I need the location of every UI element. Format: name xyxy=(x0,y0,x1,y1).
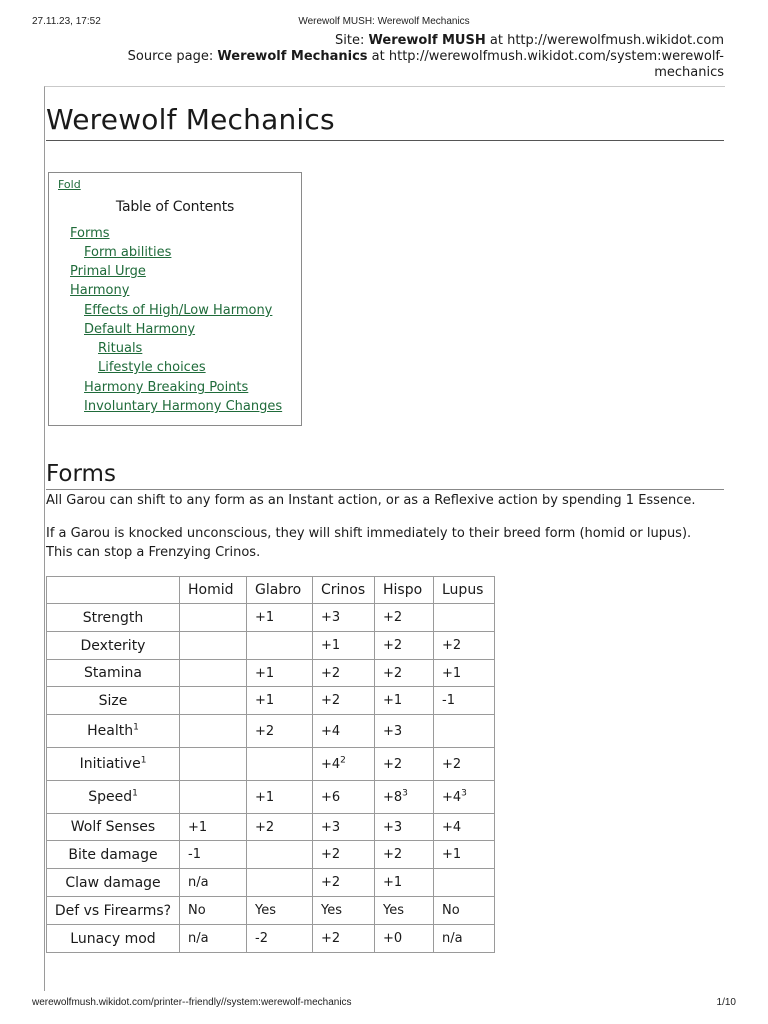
table-cell xyxy=(247,660,313,687)
toc-link-primal-urge[interactable]: Primal Urge xyxy=(70,264,146,279)
table-cell xyxy=(247,604,313,632)
table-cell xyxy=(180,925,247,953)
cell-value: +2 xyxy=(321,665,341,681)
table-header-corner xyxy=(47,577,180,604)
toc-link-effects-harmony[interactable]: Effects of High/Low Harmony xyxy=(84,303,273,318)
table-cell xyxy=(247,814,313,841)
toc-link-form-abilities[interactable]: Form abilities xyxy=(84,245,172,260)
row-label-text: Stamina xyxy=(84,665,142,681)
table-row-label xyxy=(47,869,180,897)
cell-value: +1 xyxy=(442,847,462,862)
table-cell xyxy=(375,632,434,660)
toc-link-lifestyle-choices[interactable]: Lifestyle choices xyxy=(98,360,206,375)
cell-value: +1 xyxy=(255,693,275,708)
print-title: Werewolf MUSH: Werewolf Mechanics xyxy=(298,16,470,27)
cell-value: +1 xyxy=(255,610,275,625)
table-cell xyxy=(434,925,495,953)
cell-value: +2 xyxy=(321,847,341,862)
print-url: werewolfmush.wikidot.com/printer--friendly//system:werewolf-mechanics xyxy=(32,997,352,1008)
cell-value: n/a xyxy=(188,931,209,946)
table-cell xyxy=(375,841,434,869)
table-cell xyxy=(434,781,495,814)
cell-value: n/a xyxy=(442,931,463,946)
row-label-text: Dexterity xyxy=(80,637,146,654)
table-row-label xyxy=(47,660,180,687)
row-label-text: Size xyxy=(98,692,128,709)
table-cell xyxy=(180,715,247,748)
cell-value: +1 xyxy=(255,665,275,681)
cell-value: +0 xyxy=(383,931,403,946)
table-row-label xyxy=(47,748,180,781)
table-row-label xyxy=(47,604,180,632)
cell-value: +2 xyxy=(321,931,341,946)
toc-link-rituals[interactable]: Rituals xyxy=(98,341,143,356)
cell-value: +4 xyxy=(442,789,462,805)
cell-value: Yes xyxy=(255,903,276,918)
table-cell xyxy=(375,925,434,953)
table-cell xyxy=(247,715,313,748)
table-cell xyxy=(180,748,247,781)
cell-value: +2 xyxy=(383,756,403,772)
row-label-text: Claw damage xyxy=(65,874,161,891)
table-cell xyxy=(375,660,434,687)
forms-paragraph-2-line-1: If a Garou is knocked unconscious, they will shift immediately to their breed form (homid or lupus). xyxy=(46,526,692,541)
table-cell xyxy=(434,660,495,687)
table-header-glabro: Glabro xyxy=(247,577,313,604)
table-header-hispo: Hispo xyxy=(375,577,434,604)
table-cell xyxy=(247,925,313,953)
cell-value: No xyxy=(188,903,206,918)
print-footer xyxy=(32,997,736,1011)
footnote-marker: 1 xyxy=(140,755,147,766)
forms-table xyxy=(46,576,495,953)
table-row-label xyxy=(47,715,180,748)
cell-value: +2 xyxy=(321,693,341,708)
footnote-marker: 3 xyxy=(461,788,467,799)
table-cell xyxy=(313,897,375,925)
table-cell xyxy=(180,897,247,925)
table-cell xyxy=(434,869,495,897)
page-title: Werewolf Mechanics xyxy=(46,102,724,141)
table-cell xyxy=(434,687,495,715)
table-of-contents xyxy=(48,172,302,426)
table-cell xyxy=(313,660,375,687)
table-cell xyxy=(375,869,434,897)
cell-value: Yes xyxy=(383,903,404,918)
table-cell xyxy=(375,604,434,632)
toc-link-harmony[interactable]: Harmony xyxy=(70,283,130,298)
table-cell xyxy=(180,814,247,841)
table-cell xyxy=(247,897,313,925)
table-row-label xyxy=(47,925,180,953)
toc-link-harmony-breaking-points[interactable]: Harmony Breaking Points xyxy=(84,380,249,395)
site-line xyxy=(64,33,724,49)
table-cell xyxy=(375,814,434,841)
forms-heading: Forms xyxy=(46,459,724,490)
table-cell xyxy=(434,814,495,841)
source-prefix: Source page: xyxy=(127,49,218,64)
cell-value: No xyxy=(442,903,460,918)
row-label-text: Def vs Firearms? xyxy=(54,902,172,919)
cell-value: +1 xyxy=(321,638,341,653)
table-row xyxy=(47,897,495,925)
cell-value: Yes xyxy=(321,903,342,918)
site-name: Werewolf MUSH xyxy=(368,33,486,48)
toc-link-forms[interactable]: Forms xyxy=(70,226,110,241)
site-info xyxy=(64,33,724,81)
table-cell xyxy=(313,715,375,748)
forms-paragraph-2-line-2: This can stop a Frenzying Crinos. xyxy=(46,545,261,560)
row-label-text: Initiative xyxy=(79,756,141,772)
table-row xyxy=(47,715,495,748)
table-cell xyxy=(434,715,495,748)
print-date: 27.11.23, 17:52 xyxy=(32,16,101,27)
table-row-label xyxy=(47,897,180,925)
cell-value: n/a xyxy=(188,875,209,890)
toc-link-involuntary-harmony[interactable]: Involuntary Harmony Changes xyxy=(84,399,283,414)
table-header-lupus: Lupus xyxy=(434,577,495,604)
table-row-label xyxy=(47,687,180,715)
table-cell xyxy=(247,869,313,897)
table-cell xyxy=(313,781,375,814)
table-cell xyxy=(247,687,313,715)
table-cell xyxy=(180,781,247,814)
forms-paragraph-1: All Garou can shift to any form as an Instant action, or as a Reflexive action by spending 1 Essence. xyxy=(46,493,696,508)
site-prefix: Site: xyxy=(335,33,369,48)
table-cell xyxy=(247,632,313,660)
table-cell xyxy=(313,869,375,897)
cell-value: +4 xyxy=(321,723,341,739)
table-cell xyxy=(434,748,495,781)
table-cell xyxy=(313,925,375,953)
table-row-label xyxy=(47,814,180,841)
cell-value: +3 xyxy=(321,819,341,835)
table-cell xyxy=(180,604,247,632)
table-cell xyxy=(375,748,434,781)
table-row xyxy=(47,814,495,841)
cell-value: +2 xyxy=(321,875,341,890)
source-name: Werewolf Mechanics xyxy=(217,49,368,64)
cell-value: +3 xyxy=(383,723,403,739)
table-cell xyxy=(180,632,247,660)
table-cell xyxy=(434,841,495,869)
table-cell xyxy=(434,632,495,660)
table-cell xyxy=(434,604,495,632)
table-row xyxy=(47,687,495,715)
table-row xyxy=(47,660,495,687)
cell-value: +1 xyxy=(255,789,275,805)
table-cell xyxy=(247,748,313,781)
cell-value: -2 xyxy=(255,931,268,946)
forms-table-header-row xyxy=(47,577,495,604)
table-cell xyxy=(313,687,375,715)
row-label-text: Health xyxy=(87,723,134,739)
table-row-label xyxy=(47,632,180,660)
row-label-text: Bite damage xyxy=(68,846,158,863)
table-cell xyxy=(180,869,247,897)
table-row xyxy=(47,632,495,660)
table-cell xyxy=(180,687,247,715)
table-row xyxy=(47,781,495,814)
footnote-marker: 1 xyxy=(132,788,138,799)
cell-value: +1 xyxy=(383,693,403,708)
source-url-continued: mechanics xyxy=(654,65,724,80)
footnote-marker: 3 xyxy=(402,788,408,799)
cell-value: +2 xyxy=(383,847,403,862)
table-cell xyxy=(375,715,434,748)
table-cell xyxy=(313,604,375,632)
print-header xyxy=(32,16,736,30)
row-label-text: Strength xyxy=(82,609,144,626)
cell-value: +2 xyxy=(383,610,403,625)
table-header-crinos: Crinos xyxy=(313,577,375,604)
table-cell xyxy=(375,897,434,925)
table-cell xyxy=(313,841,375,869)
cell-value: +1 xyxy=(442,665,462,681)
table-cell xyxy=(313,632,375,660)
cell-value: +4 xyxy=(442,819,462,835)
cell-value: +8 xyxy=(383,789,403,805)
cell-value: +1 xyxy=(188,819,208,835)
cell-value: +2 xyxy=(442,756,462,772)
cell-value: -1 xyxy=(442,693,455,708)
cell-value: +2 xyxy=(383,638,403,653)
table-cell xyxy=(375,781,434,814)
cell-value: +3 xyxy=(321,610,341,625)
table-cell xyxy=(247,841,313,869)
footnote-marker: 2 xyxy=(340,755,346,766)
table-row xyxy=(47,748,495,781)
forms-table-body xyxy=(47,604,495,953)
toc-fold-link[interactable]: Fold xyxy=(58,178,81,191)
row-label-text: Wolf Senses xyxy=(70,819,156,835)
cell-value: -1 xyxy=(188,847,201,862)
table-cell xyxy=(180,660,247,687)
print-page-number: 1/10 xyxy=(716,997,736,1008)
table-cell xyxy=(434,897,495,925)
table-cell xyxy=(313,748,375,781)
table-cell xyxy=(180,841,247,869)
cell-value: +2 xyxy=(442,638,462,653)
table-row xyxy=(47,925,495,953)
table-row-label xyxy=(47,841,180,869)
toc-title: Table of Contents xyxy=(115,199,235,215)
cell-value: +2 xyxy=(255,819,275,835)
cell-value: +3 xyxy=(383,819,403,835)
row-label-text: Speed xyxy=(88,789,133,805)
row-label-text: Lunacy mod xyxy=(70,930,156,947)
cell-value: +4 xyxy=(321,756,341,772)
cell-value: +6 xyxy=(321,789,341,805)
table-row-label xyxy=(47,781,180,814)
table-row xyxy=(47,869,495,897)
table-cell xyxy=(375,687,434,715)
table-cell xyxy=(247,781,313,814)
cell-value: +2 xyxy=(255,723,275,739)
source-line xyxy=(64,49,724,65)
table-cell xyxy=(313,814,375,841)
table-row xyxy=(47,841,495,869)
table-header-homid: Homid xyxy=(180,577,247,604)
source-url: at http://werewolfmush.wikidot.com/system:werewolf- xyxy=(367,49,724,64)
toc-link-default-harmony[interactable]: Default Harmony xyxy=(84,322,196,337)
cell-value: +2 xyxy=(383,665,403,681)
site-url: at http://werewolfmush.wikidot.com xyxy=(485,33,724,48)
table-row xyxy=(47,604,495,632)
cell-value: +1 xyxy=(383,875,403,890)
footnote-marker: 1 xyxy=(133,722,139,733)
